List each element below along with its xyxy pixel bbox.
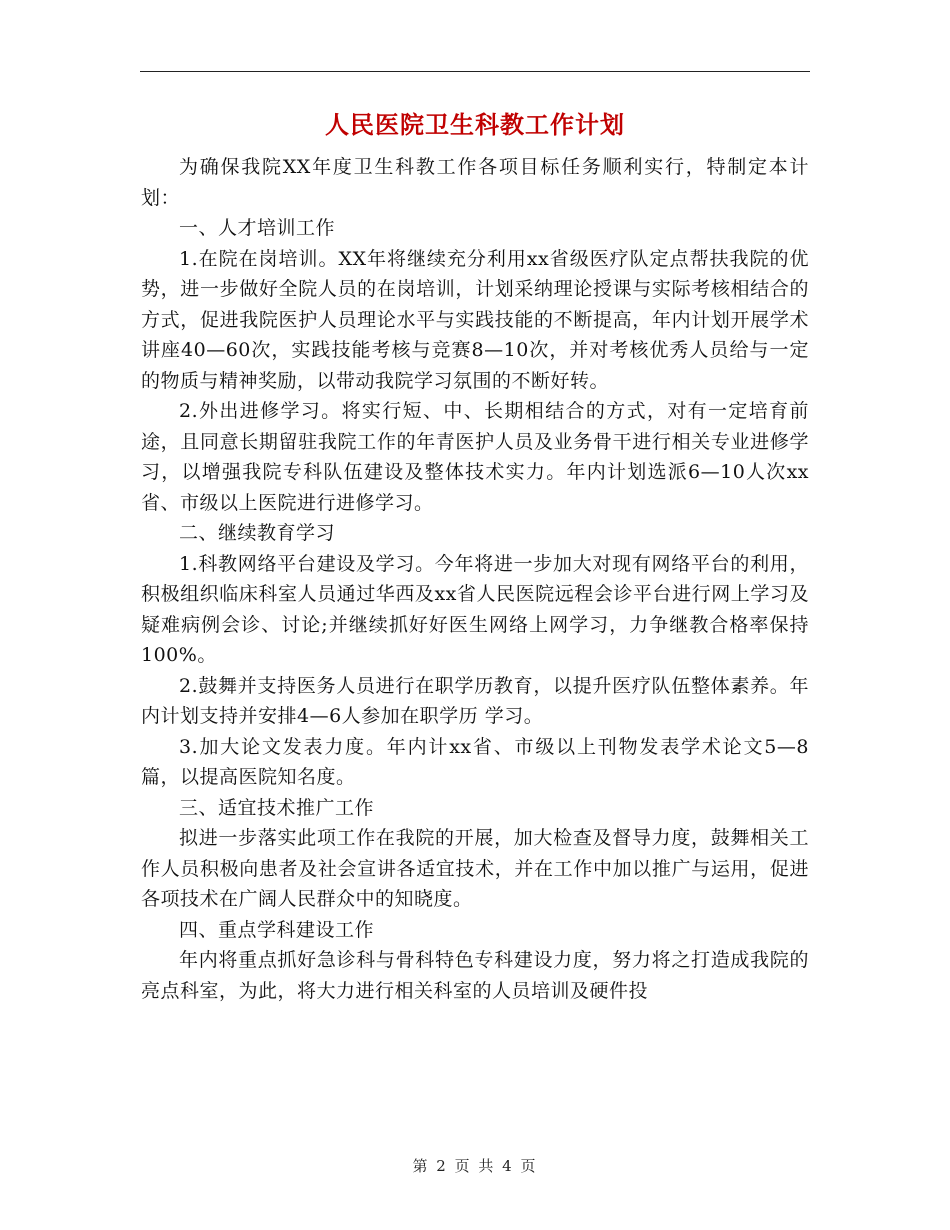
section-heading-talent-training: 一、人才培训工作 — [179, 217, 336, 239]
paragraph-paper-publication: 3.加大论文发表力度。年内计xx省、市级以上刊物发表学术论文5—8篇，以提高医院知名度。 — [141, 735, 809, 788]
section-heading-key-discipline: 四、重点学科建设工作 — [179, 918, 375, 941]
document-title: 人民医院卫生科教工作计划 — [325, 110, 625, 139]
paragraph-degree-education: 2.鼓舞并支持医务人员进行在职学历教育，以提升医疗队伍整体素养。年内计划支持并安排4—6人参加在职学历 学习。 — [141, 674, 809, 727]
paragraph-intro: 为确保我院XX年度卫生科教工作各项目标任务顺利实行，特制定本计划： — [141, 156, 809, 209]
paragraph-technology-promotion: 拟进一步落实此项工作在我院的开展，加大检查及督导力度，鼓舞相关工作人员积极向患者及社会宣讲各适宜技术，并在工作中加以推广与运用，促进各项技术在广阔人民群众中的知晓度。 — [141, 827, 809, 910]
paragraph-onsite-training: 1.在院在岗培训。XX年将继续充分利用xx省级医疗队定点帮扶我院的优势，进一步做好全院人员的在岗培训，计划采纳理论授课与实际考核相结合的方式，促进我院医护人员理论水平与实践技能的不断提高，年内计划开展学术讲座40—60次，实践技能考核与竞赛8—10次，并对考核优秀人员给与一定的物质与精神奖励，以带动我院学习氛围的不断好转。 — [141, 247, 809, 392]
section-heading-technology-promotion: 三、适宜技术推广工作 — [179, 796, 375, 819]
paragraph-key-discipline: 年内将重点抓好急诊科与骨科特色专科建设力度，努力将之打造成我院的亮点科室，为此，将大力进行相关科室的人员培训及硬件投 — [141, 949, 809, 1002]
header-rule — [140, 71, 810, 72]
document-body — [141, 152, 809, 1006]
paragraph-external-study: 2.外出进修学习。将实行短、中、长期相结合的方式，对有一定培育前途，且同意长期留驻我院工作的年青医护人员及业务骨干进行相关专业进修学习，以增强我院专科队伍建设及整体技术实力。年内计划选派6—10人次xx省、市级以上医院进行进修学习。 — [141, 400, 809, 514]
page-footer: 第 2 页 共 4 页 — [412, 1157, 538, 1175]
paragraph-network-platform: 1.科教网络平台建设及学习。今年将进一步加大对现有网络平台的利用，积极组织临床科室人员通过华西及xx省人民医院远程会诊平台进行网上学习及疑难病例会诊、讨论;并继续抓好好医生网络上网学习，力争继教合格率保持100%。 — [141, 552, 809, 666]
section-heading-continuing-education: 二、继续教育学习 — [179, 522, 336, 544]
